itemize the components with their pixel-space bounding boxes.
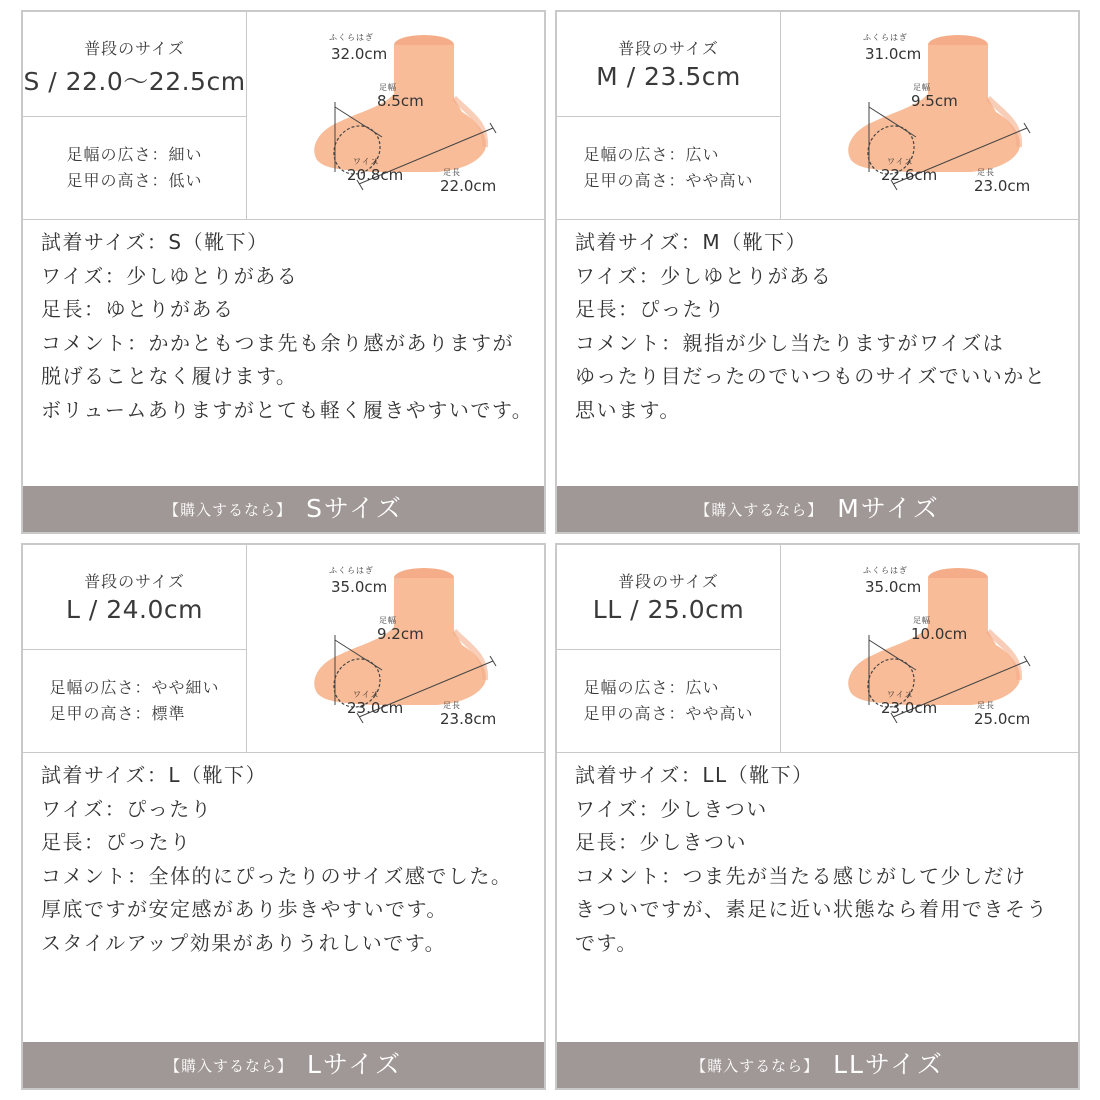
instep-height-line: 足甲の高さ：やや高い xyxy=(583,704,754,723)
length-label: 足長 xyxy=(977,701,995,710)
foot-diagram-icon xyxy=(781,12,1081,219)
foot-width-line: 足幅の広さ：細い xyxy=(66,145,203,164)
review-line: コメント：かかともつま先も余り感がありますが xyxy=(41,330,514,355)
usual-size-box xyxy=(23,12,247,117)
review-line: 厚底ですが安定感があり歩きやすいです。 xyxy=(41,897,448,922)
wise-label: ワイズ xyxy=(887,157,914,166)
foot-width-label: 足幅 xyxy=(379,83,397,92)
review-line: きついですが、素足に近い状態なら着用できそう xyxy=(575,897,1048,922)
length-value: 23.0cm xyxy=(974,177,1031,195)
foot-measurement-diagram xyxy=(781,12,1078,220)
review-line: コメント：つま先が当たる感じがして少しだけ xyxy=(575,863,1027,888)
review-line: 試着サイズ：LL（靴下） xyxy=(575,763,814,787)
calf-value: 31.0cm xyxy=(865,45,922,63)
size-review-card-1 xyxy=(555,10,1080,534)
review-line: 試着サイズ：M（靴下） xyxy=(575,230,808,254)
review-line: です。 xyxy=(575,930,638,955)
review-line: 試着サイズ：L（靴下） xyxy=(41,763,268,787)
buy-recommendation-bar xyxy=(557,486,1078,532)
foot-measurement-diagram xyxy=(781,545,1078,753)
size-review-card-0 xyxy=(21,10,546,534)
usual-size-value: S / 22.0～22.5cm xyxy=(23,67,246,96)
instep-height-line: 足甲の高さ：標準 xyxy=(49,704,186,723)
calf-label: ふくらはぎ xyxy=(863,566,908,575)
foot-width-label: 足幅 xyxy=(913,616,931,625)
usual-size-label: 普段のサイズ xyxy=(618,39,719,58)
calf-label: ふくらはぎ xyxy=(329,566,374,575)
buy-prefix: 【購入するなら】 xyxy=(164,501,293,519)
instep-height-line: 足甲の高さ：低い xyxy=(66,171,203,190)
review-line: 思います。 xyxy=(575,397,681,422)
wise-value: 20.8cm xyxy=(347,166,404,184)
review-text xyxy=(23,753,544,961)
review-line: コメント：全体的にぴったりのサイズ感でした。 xyxy=(41,863,513,888)
buy-prefix: 【購入するなら】 xyxy=(695,501,824,519)
review-text xyxy=(557,220,1078,428)
review-line: ゆったり目だったのでいつものサイズでいいかと xyxy=(575,364,1047,389)
review-line: 足長：ぴったり xyxy=(41,830,192,855)
foot-width-value: 9.5cm xyxy=(911,92,958,110)
review-line: 足長：ゆとりがある xyxy=(41,297,235,322)
review-text xyxy=(23,220,544,428)
review-line: ワイズ：少しきつい xyxy=(575,796,768,821)
length-value: 22.0cm xyxy=(440,177,497,195)
review-line: 足長：ぴったり xyxy=(575,297,726,322)
foot-width-value: 8.5cm xyxy=(377,92,424,110)
wise-value: 23.0cm xyxy=(347,699,404,717)
review-line: ワイズ：ぴったり xyxy=(41,796,213,821)
usual-size-value: L / 24.0cm xyxy=(65,595,203,624)
calf-value: 35.0cm xyxy=(865,578,922,596)
buy-size: Sサイズ xyxy=(306,494,403,523)
review-line: ワイズ：少しゆとりがある xyxy=(575,263,833,288)
review-line: 試着サイズ：S（靴下） xyxy=(41,230,269,254)
buy-size: Mサイズ xyxy=(837,494,940,523)
buy-size: LLサイズ xyxy=(833,1050,944,1079)
wise-label: ワイズ xyxy=(353,690,380,699)
calf-label: ふくらはぎ xyxy=(863,33,908,42)
usual-size-box xyxy=(557,545,781,650)
foot-width-line: 足幅の広さ：広い xyxy=(583,678,720,697)
foot-diagram-icon xyxy=(247,12,547,219)
calf-label: ふくらはぎ xyxy=(329,33,374,42)
length-label: 足長 xyxy=(443,701,461,710)
usual-size-label: 普段のサイズ xyxy=(618,572,719,591)
foot-shape-info xyxy=(557,117,781,220)
review-line: ワイズ：少しゆとりがある xyxy=(41,263,299,288)
foot-measurement-diagram xyxy=(247,545,544,753)
usual-size-value: M / 23.5cm xyxy=(596,62,741,91)
length-label: 足長 xyxy=(977,168,995,177)
usual-size-label: 普段のサイズ xyxy=(84,572,185,591)
foot-width-value: 9.2cm xyxy=(377,625,424,643)
length-label: 足長 xyxy=(443,168,461,177)
calf-value: 35.0cm xyxy=(331,578,388,596)
foot-diagram-icon xyxy=(781,545,1081,752)
review-text xyxy=(557,753,1078,961)
buy-recommendation-bar xyxy=(557,1042,1078,1088)
usual-size-box xyxy=(23,545,247,650)
buy-size: Lサイズ xyxy=(307,1050,402,1079)
foot-measurement-diagram xyxy=(247,12,544,220)
review-line: スタイルアップ効果がありうれしいです。 xyxy=(41,930,447,955)
size-review-card-3 xyxy=(555,543,1080,1090)
wise-value: 22.6cm xyxy=(881,166,938,184)
foot-shape-info xyxy=(23,117,247,220)
buy-prefix: 【購入するなら】 xyxy=(165,1057,294,1075)
usual-size-box xyxy=(557,12,781,117)
foot-width-label: 足幅 xyxy=(913,83,931,92)
buy-recommendation-bar xyxy=(23,1042,544,1088)
buy-recommendation-bar xyxy=(23,486,544,532)
foot-diagram-icon xyxy=(247,545,547,752)
length-value: 23.8cm xyxy=(440,710,497,728)
foot-width-line: 足幅の広さ：やや細い xyxy=(49,678,220,697)
foot-width-value: 10.0cm xyxy=(911,625,968,643)
instep-height-line: 足甲の高さ：やや高い xyxy=(583,171,754,190)
review-line: 脱げることなく履けます。 xyxy=(41,364,298,389)
usual-size-value: LL / 25.0cm xyxy=(592,595,745,624)
wise-value: 23.0cm xyxy=(881,699,938,717)
size-review-card-2 xyxy=(21,543,546,1090)
foot-width-label: 足幅 xyxy=(379,616,397,625)
calf-value: 32.0cm xyxy=(331,45,388,63)
wise-label: ワイズ xyxy=(353,157,380,166)
foot-width-line: 足幅の広さ：広い xyxy=(583,145,720,164)
review-line: 足長：少しきつい xyxy=(575,830,747,855)
review-line: コメント：親指が少し当たりますがワイズは xyxy=(575,330,1005,355)
length-value: 25.0cm xyxy=(974,710,1031,728)
wise-label: ワイズ xyxy=(887,690,914,699)
buy-prefix: 【購入するなら】 xyxy=(691,1057,820,1075)
foot-shape-info xyxy=(23,650,247,753)
review-line: ボリュームありますがとても軽く履きやすいです。 xyxy=(41,397,534,422)
foot-shape-info xyxy=(557,650,781,753)
usual-size-label: 普段のサイズ xyxy=(84,39,185,58)
